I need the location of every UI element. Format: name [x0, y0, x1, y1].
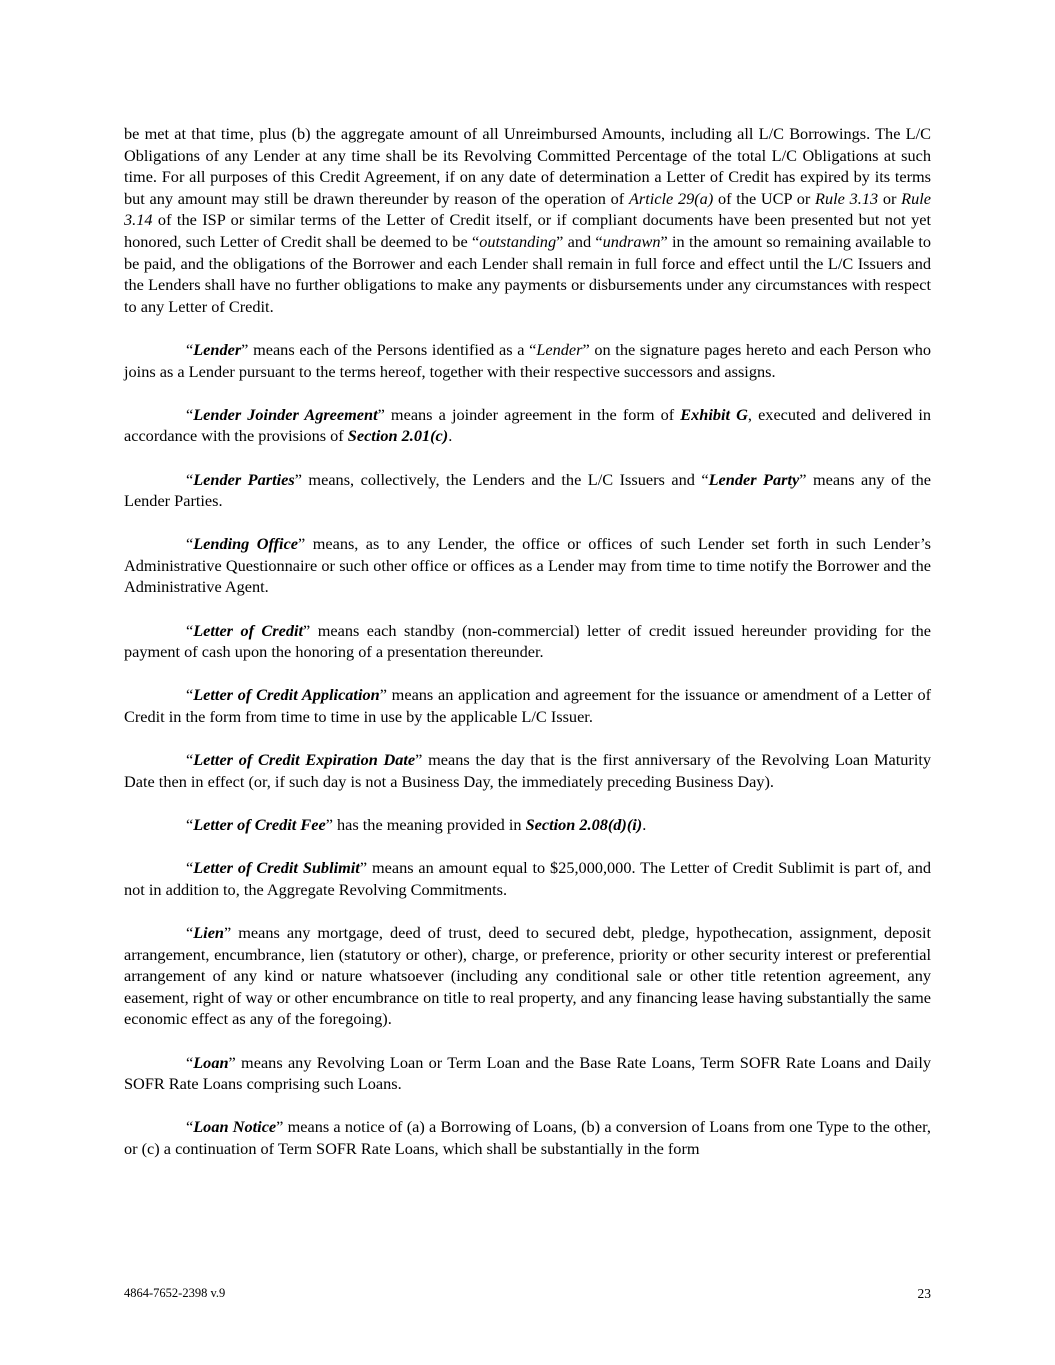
paragraph-text: “ [186, 815, 194, 834]
defined-term: Letter of Credit [193, 620, 304, 640]
defined-term: Lending Office [193, 534, 299, 554]
paragraph-text: ” means the day that is the first anniversary of the Revolving Loan Maturity Date then in effect (or, if such day is not a Business Day, the immediately preceding Business Day). [124, 750, 932, 791]
definition-paragraph [124, 1116, 931, 1159]
footer-page-number: 23 [917, 1286, 931, 1301]
paragraph-text: ” in the amount so remaining available to be paid, and the obligations of the Borrower and each Lender shall remain in full force and effect until the L/C Issuers and the Lenders shall have no further obligations to make any payments or disbursements under any circumstances with respect to any Letter of Credit. [124, 231, 932, 316]
paragraph-text: , executed and delivered in accordance with the provisions of [124, 404, 931, 446]
paragraph-text: . [448, 426, 453, 446]
italic-reference: Article 29(a) [628, 188, 714, 208]
paragraph-text: ” means each standby (non-commercial) letter of credit issued hereunder providing for the payment of cash upon the honoring of a presentation thereunder. [124, 620, 931, 662]
defined-term: Loan Notice [193, 1117, 277, 1137]
paragraph-text: be met at that time, plus (b) the aggregate amount of all Unreimbursed Amounts, including all L/C Borrowings. The L/C Obligations of any Lender at any time shall be its Revolving Committed Percentage of the total L/C Obligations at such time. For all purposes of this Credit Agreement, if on any date of determination a Letter of Credit has expired by its terms but any amount may still be drawn thereunder by reason of the operation of [124, 124, 931, 208]
defined-term: Lien [193, 922, 224, 942]
paragraph-text: “ [186, 1117, 194, 1137]
document-body [124, 123, 931, 1181]
definition-paragraph [124, 404, 931, 447]
paragraph-text: “ [186, 534, 194, 554]
paragraph-text: . [642, 815, 647, 834]
paragraph-text: “ [186, 750, 194, 770]
definition-paragraph [124, 533, 931, 598]
paragraph-text: ” means any mortgage, deed of trust, deed to secured debt, pledge, hypothecation, assignment, deposit arrangement, encumbrance, lien (statutory or other), charge, or preference, priority or other security interest or preferential arrangement of any kind or nature whatsoever (including any conditional sale or other title retention agreement, any easement, right of way or other encumbrance on title to real property, and any financing lease having substantially the same economic effect as any of the foregoing). [124, 922, 931, 1029]
definition-paragraph [124, 469, 931, 512]
defined-term: Lender Party [708, 469, 800, 489]
footer-document-id: 4864-7652-2398 v.9 [124, 1286, 226, 1300]
italic-reference: Lender [536, 339, 583, 359]
definition-paragraph [124, 339, 931, 382]
definition-paragraph [124, 922, 931, 1030]
paragraph-text: ” means, as to any Lender, the office or offices of such Lender set forth in such Lender’s Administrative Questionnaire or such other office or offices as a Lender may from time to time notify the Borrower and the Administrative Agent. [124, 534, 931, 597]
paragraph-text: “ [186, 620, 194, 640]
paragraph-text: “ [186, 858, 194, 878]
italic-reference: outstanding [479, 231, 557, 251]
defined-term: Letter of Credit Expiration Date [193, 750, 416, 770]
definition-paragraph [124, 1052, 931, 1095]
defined-term: Lender Parties [193, 469, 295, 489]
definition-paragraph [124, 814, 931, 836]
paragraph-text: ” means any of the Lender Parties. [124, 469, 932, 511]
paragraph-text: ” means each of the Persons identified as a “ [241, 339, 537, 359]
paragraph-text: ” means, collectively, the Lenders and the L/C Issuers and “ [294, 469, 709, 489]
paragraph-text: ” means an amount equal to $25,000,000. The Letter of Credit Sublimit is part of, and not in addition to, the Aggregate Revolving Commitments. [124, 858, 931, 899]
definition-paragraph [124, 857, 931, 900]
italic-reference: Rule 3.14 [124, 188, 932, 230]
defined-term: Section 2.08(d)(i) [525, 815, 643, 834]
defined-term: Letter of Credit Application [193, 685, 380, 705]
paragraph-text: or [878, 188, 902, 208]
defined-term: Loan [193, 1052, 229, 1072]
defined-term: Lender [193, 339, 242, 359]
paragraph-text: “ [186, 404, 194, 424]
defined-term: Exhibit G [680, 404, 748, 424]
definition-paragraph [124, 684, 931, 727]
paragraph-text: of the ISP or similar terms of the Letter of Credit itself, or if compliant documents have been presented but not yet honored, such Letter of Credit shall be deemed to be “ [124, 210, 931, 251]
defined-term: Letter of Credit Fee [193, 815, 326, 834]
continuation-paragraph [124, 123, 931, 317]
paragraph-text: “ [186, 1052, 194, 1072]
paragraph-text: ” means an application and agreement for the issuance or amendment of a Letter of Credit in the form from time to time in use by the applicable L/C Issuer. [124, 685, 932, 727]
italic-reference: Rule 3.13 [815, 188, 879, 208]
paragraph-text: ” on the signature pages hereto and each Person who joins as a Lender pursuant to the terms hereof, together with their respective successors and assigns. [124, 339, 931, 381]
paragraph-text: ” has the meaning provided in [325, 815, 526, 834]
defined-term: Lender Joinder Agreement [193, 404, 378, 424]
paragraph-text: “ [186, 922, 194, 942]
definition-paragraph [124, 749, 931, 792]
defined-term: Letter of Credit Sublimit [193, 858, 360, 878]
paragraph-text: of the UCP or [713, 188, 816, 208]
paragraph-text: ” means a notice of (a) a Borrowing of Loans, (b) a conversion of Loans from one Type to the other, or (c) a continuation of Term SOFR Rate Loans, which shall be substantially in the form [124, 1117, 932, 1158]
italic-reference: undrawn [602, 231, 661, 251]
definition-paragraph [124, 620, 931, 663]
paragraph-text: ” means any Revolving Loan or Term Loan and the Base Rate Loans, Term SOFR Rate Loans and Daily SOFR Rate Loans comprising such Loans. [124, 1052, 931, 1094]
paragraph-text: “ [186, 685, 194, 705]
paragraph-text: ” means a joinder agreement in the form of [377, 404, 681, 424]
paragraph-text: “ [186, 469, 194, 489]
defined-term: Section 2.01(c) [347, 426, 449, 446]
paragraph-text: ” and “ [556, 231, 603, 251]
paragraph-text: “ [186, 339, 194, 359]
